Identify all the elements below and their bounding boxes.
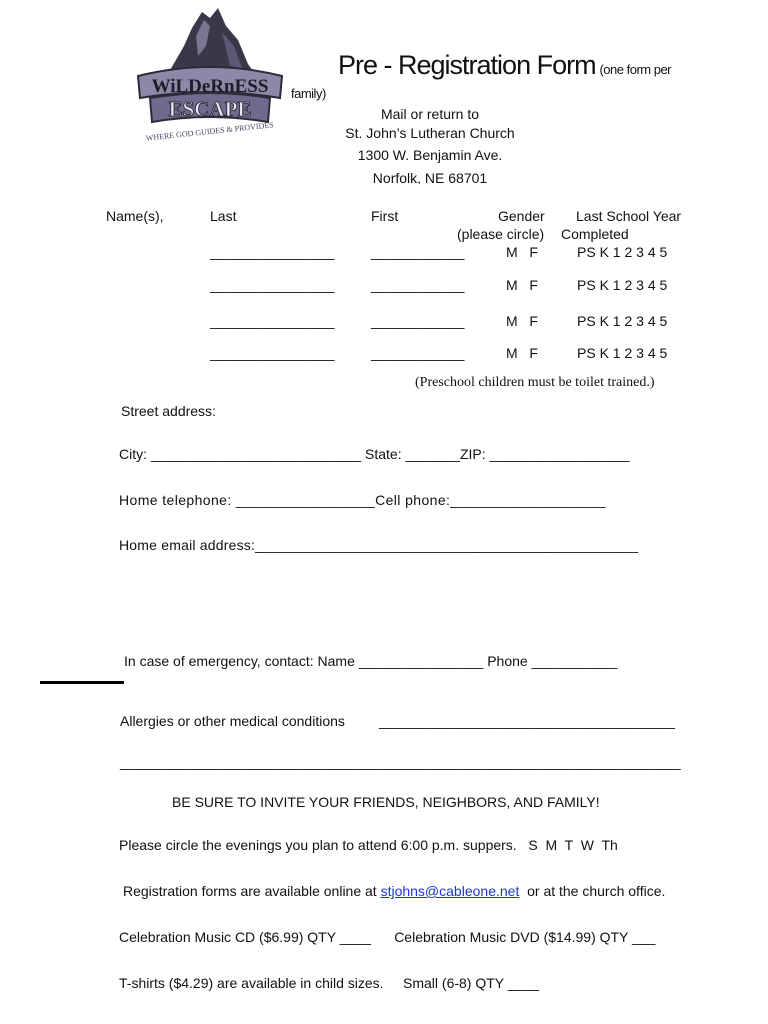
church-name: St. John’s Lutheran Church [345,125,515,141]
col-school-header: Last School Year [576,208,682,224]
church-city-clip [300,170,560,184]
logo-tagline: WHERE GOD GUIDES & PROVIDES [145,120,275,142]
invite-banner: BE SURE TO INVITE YOUR FRIENDS, NEIGHBORS, AND FAMILY! [172,794,600,810]
city-state-zip-line[interactable]: City: ___________________________ State: _______ZIP: __________________ [119,446,630,462]
gender-options[interactable]: M F [506,345,538,361]
last-name-blank[interactable]: ________________ [210,345,335,361]
grade-options[interactable]: PS K 1 2 3 4 5 [577,277,668,293]
mail-label: Mail or return to [380,106,480,122]
col-gender-note: (please circle) [457,226,545,242]
online-suffix: or at the church office. [519,883,666,899]
first-name-blank[interactable]: ____________ [371,277,465,293]
grade-options[interactable]: PS K 1 2 3 4 5 [577,244,668,260]
email-line[interactable]: Home email address:________________________________________________ [119,537,639,553]
first-name-blank[interactable]: ____________ [371,313,465,329]
col-school-note: Completed [561,226,629,242]
first-name-blank[interactable]: ____________ [371,345,465,361]
allergies-label: Allergies or other medical conditions [120,713,345,729]
online-prefix: Registration forms are available online at [123,883,381,899]
col-gender-header: Gender [498,208,545,224]
emergency-contact-line[interactable]: In case of emergency, contact: Name ________________ Phone ___________ [124,653,618,669]
gender-options[interactable]: M F [506,244,538,260]
allergies-blank[interactable]: ______________________________________ [379,713,675,729]
last-name-blank[interactable]: ________________ [210,277,335,293]
col-last-header: Last [210,208,237,224]
gender-options[interactable]: M F [506,313,538,329]
title-note-part1: (one form per [599,62,672,77]
gender-options[interactable]: M F [506,277,538,293]
col-first-header: First [371,208,399,224]
music-order-line[interactable]: Celebration Music CD ($6.99) QTY ____ Celebration Music DVD ($14.99) QTY ___ [119,929,656,945]
street-address-label: Street address: [121,403,216,419]
wilderness-escape-logo [134,6,286,142]
tshirt-order-line[interactable]: T-shirts ($4.29) are available in child sizes. Small (6-8) QTY ____ [119,975,539,991]
title-note-part2: family) [291,86,326,101]
church-street: 1300 W. Benjamin Ave. [357,147,503,163]
last-name-blank[interactable]: ________________ [210,313,335,329]
allergies-blank-2[interactable]: ________________________________________________________________________ [120,754,681,770]
phone-line[interactable]: Home telephone: _________________Cell phone:___________________ [119,492,606,508]
names-label: Name(s), [106,208,164,224]
email-link[interactable]: stjohns@cableone.net [380,883,520,899]
last-name-blank[interactable]: ________________ [210,244,335,260]
church-city: Norfolk, NE 68701 [372,170,488,184]
online-forms-line [123,883,665,899]
first-name-blank[interactable]: ____________ [371,244,465,260]
logo-title-line1: WiLDeRnESS [151,76,269,97]
section-divider [40,681,124,684]
logo-graphic [134,6,286,142]
suppers-line[interactable]: Please circle the evenings you plan to attend 6:00 p.m. suppers. S M T W Th [119,837,618,853]
grade-options[interactable]: PS K 1 2 3 4 5 [577,313,668,329]
form-title-row [338,50,671,81]
preschool-note: (Preschool children must be toilet trained.) [415,375,655,390]
logo-title-line2: ESCAPE [168,97,252,121]
grade-options[interactable]: PS K 1 2 3 4 5 [577,345,668,361]
page-title: Pre - Registration Form [338,50,596,80]
